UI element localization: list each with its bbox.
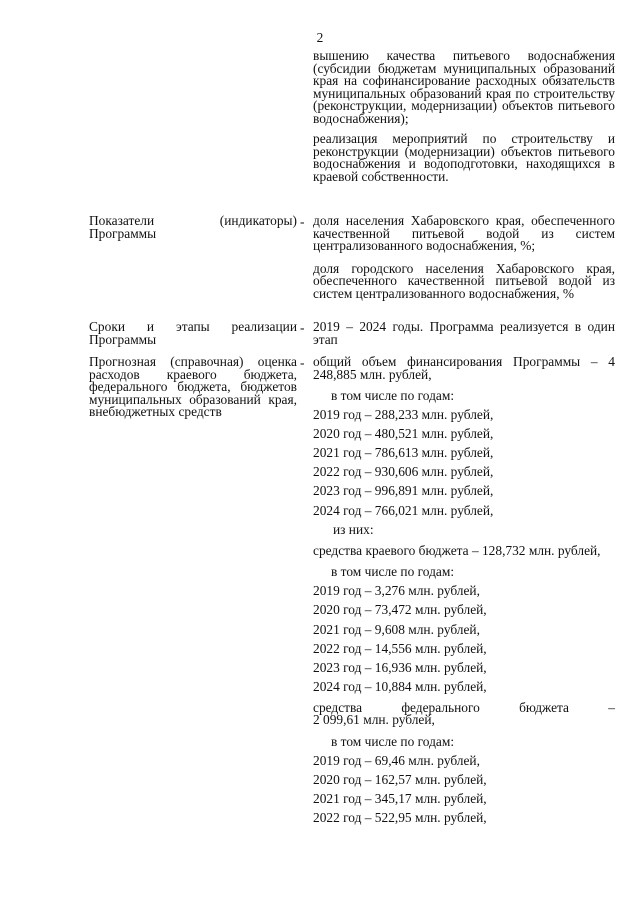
by-years-label: в том числе по годам: [331, 564, 455, 580]
federal-total-word: средства [313, 699, 363, 715]
row-dash: - [300, 355, 305, 370]
federal-year-line: 2021 год – 345,17 млн. рублей, [313, 791, 487, 807]
regional-year-line: 2020 год – 73,472 млн. рублей, [313, 602, 487, 618]
regional-total: средства краевого бюджета – 128,732 млн. рублей, [313, 542, 601, 558]
tasks-paragraph: реализация мероприятий по строительству и реконструкции (модернизации) объектов питьевого водоснабжения и водоподготовки, находящихся в краевой собственности. [313, 131, 615, 184]
regional-year-line: 2024 год – 10,884 млн. рублей, [313, 678, 487, 694]
indicators-list [313, 215, 615, 300]
federal-total-word: – [608, 699, 615, 715]
terms-label: Сроки и этапы реализации Программы [89, 319, 297, 347]
federal-year-line: 2022 год – 522,95 млн. рублей, [313, 810, 487, 826]
regional-year-line: 2021 год – 9,608 млн. рублей, [313, 621, 480, 637]
terms-value [313, 321, 615, 346]
total-year-line: 2020 год – 480,521 млн. рублей, [313, 426, 494, 442]
federal-total [313, 699, 615, 728]
row-dash: - [300, 214, 305, 229]
tasks-paragraph: вышению качества питьевого водоснабжения (субсидии бюджетам муниципальных образований края на софинансирование расходных обязательств муниципальных образований края по строительству (реконструкции, модернизации) объектов питьевого водоснабжения); [313, 48, 615, 126]
finance-total: общий объем финансирования Программы – 4 248,885 млн. рублей, [313, 354, 615, 382]
federal-total-word: федерального [401, 699, 480, 715]
total-year-line: 2021 год – 786,613 млн. рублей, [313, 445, 494, 461]
regional-year-line: 2022 год – 14,556 млн. рублей, [313, 640, 487, 656]
terms-text: 2019 – 2024 годы. Программа реализуется в один этап [313, 319, 615, 347]
total-year-line: 2022 год – 930,606 млн. рублей, [313, 464, 494, 480]
finance-label: Прогнозная (справочная) оценка расходов краевого бюджета, федерального бюджета, бюджетов муниципальных образований края, внебюджетных средств [89, 354, 297, 419]
finance-value [313, 356, 615, 827]
indicators-label: Показатели (индикаторы) Программы [89, 213, 297, 241]
by-years-label: в том числе по годам: [331, 733, 455, 749]
indicator-item: доля городского населения Хабаровского края, обеспеченного качественной питьевой водой из систем централизованного водоснабжения, % [313, 260, 615, 301]
by-years-label: в том числе по годам: [331, 388, 455, 403]
federal-total-word: бюджета [519, 699, 570, 715]
total-year-line: 2023 год – 996,891 млн. рублей, [313, 483, 494, 499]
total-year-line: 2019 год – 288,233 млн. рублей, [313, 407, 494, 423]
total-year-line: 2024 год – 766,021 млн. рублей, [313, 502, 494, 518]
row-dash: - [300, 320, 305, 335]
federal-total-amount: 2 099,61 млн. рублей, [313, 712, 435, 728]
tasks-continuation [313, 50, 615, 183]
federal-year-line: 2019 год – 69,46 млн. рублей, [313, 753, 480, 768]
federal-year-line: 2020 год – 162,57 млн. рублей, [313, 772, 487, 788]
regional-year-line: 2019 год – 3,276 млн. рублей, [313, 583, 480, 599]
of-them-label: из них: [333, 521, 374, 537]
regional-year-line: 2023 год – 16,936 млн. рублей, [313, 659, 487, 675]
page-number: 2 [316, 30, 324, 45]
indicator-item: доля населения Хабаровского края, обеспеченного качественной питьевой водой из систем централизованного водоснабжения, %; [313, 213, 615, 253]
